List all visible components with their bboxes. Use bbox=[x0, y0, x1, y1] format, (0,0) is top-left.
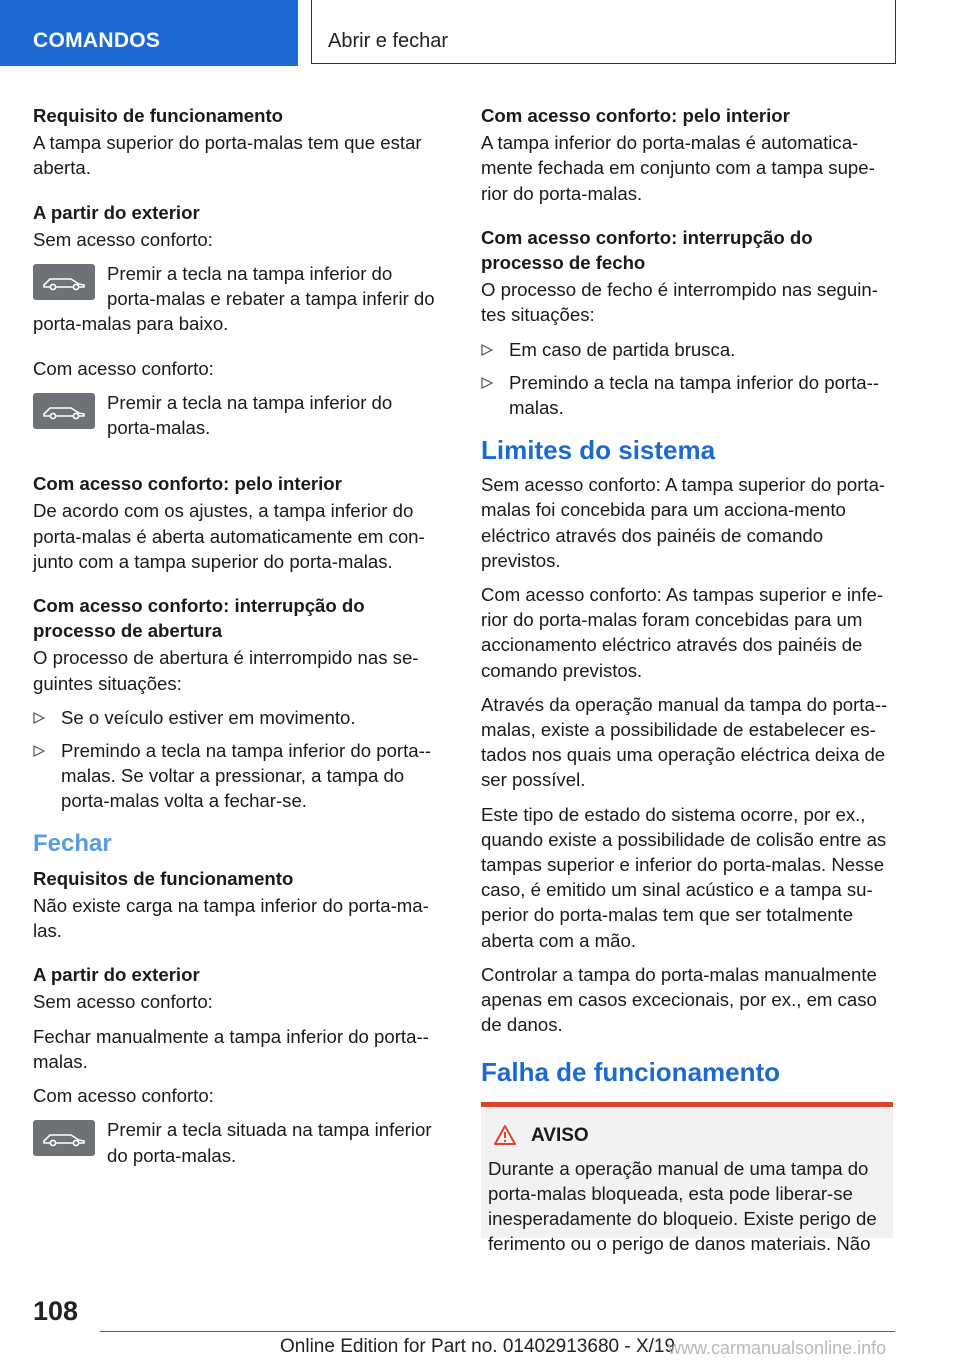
paragraph: Fechar manualmente a tampa inferior do porta--malas. bbox=[33, 1025, 429, 1072]
paragraph: Este tipo de estado do sistema ocorre, por ex., quando existe a possibilidade de colisão entre as tampas superior e inferior do porta-malas. Nesse caso, é emitido um sinal acústico e a tampa su-perior do porta-malas tem que ser totalmente aberta com a mão. bbox=[481, 803, 887, 951]
paragraph: O processo de fecho é interrompido nas seguin-tes situações: bbox=[481, 279, 878, 326]
paragraph: Com acesso conforto: bbox=[33, 357, 214, 379]
warning-label: AVISO bbox=[531, 1124, 589, 1146]
instruction-with-icon bbox=[33, 1117, 445, 1167]
bullet-list bbox=[33, 705, 445, 814]
paragraph: Através da operação manual da tampa do porta--malas, existe a possibilidade de estabelecer es-tados nos quais uma operação eléctrica deixa de ser possível. bbox=[481, 693, 888, 791]
list-item-text: Premindo a tecla na tampa inferior do porta--malas. bbox=[509, 371, 879, 419]
car-tailgate-key-icon bbox=[33, 1120, 95, 1156]
instruction-text: Premir a tecla na tampa inferior do porta-malas e rebater a tampa inferir do porta-malas para baixo. bbox=[33, 263, 435, 335]
paragraph: Com acesso conforto: bbox=[33, 1085, 214, 1107]
warning-box bbox=[481, 1102, 893, 1255]
triangle-bullet-icon bbox=[481, 344, 493, 356]
heading-exterior: A partir do exterior bbox=[33, 201, 200, 223]
list-item-text: Se o veículo estiver em movimento. bbox=[61, 706, 356, 728]
paragraph: Sem acesso conforto: bbox=[33, 228, 213, 250]
heading-exterior: A partir do exterior bbox=[33, 964, 200, 986]
list-item bbox=[481, 337, 893, 362]
heading-falha: Falha de funcionamento bbox=[481, 1056, 781, 1087]
heading-fechar: Fechar bbox=[33, 829, 112, 857]
paragraph: A tampa superior do porta-malas tem que estar aberta. bbox=[33, 132, 422, 179]
heading-interrupcao: Com acesso conforto: interrupção do processo de abertura bbox=[33, 595, 365, 642]
triangle-bullet-icon bbox=[481, 377, 493, 389]
paragraph: Sem acesso conforto: bbox=[33, 991, 213, 1013]
watermark: www.carmanualsonline.info bbox=[668, 1338, 887, 1358]
page-header bbox=[0, 0, 960, 66]
list-item-text: Premindo a tecla na tampa inferior do porta--malas. Se voltar a pressionar, a tampa do porta-malas volta a fechar-se. bbox=[61, 740, 431, 812]
heading-interrupcao: Com acesso conforto: interrupção do processo de fecho bbox=[481, 226, 813, 274]
topic-label: Abrir e fechar bbox=[311, 0, 896, 64]
list-item-text: Em caso de partida brusca. bbox=[509, 338, 736, 360]
paragraph: Controlar a tampa do porta-malas manualmente apenas em casos excecionais, por ex., em caso de danos. bbox=[481, 963, 877, 1036]
instruction-with-icon bbox=[33, 261, 445, 337]
heading-limites: Limites do sistema bbox=[481, 435, 716, 466]
paragraph: Sem acesso conforto: A tampa superior do porta-malas foi concebida para um acciona-mento eléctrico através dos painéis de comando previstos. bbox=[481, 474, 886, 571]
page-number: 108 bbox=[33, 1296, 79, 1326]
triangle-bullet-icon bbox=[33, 745, 45, 757]
footer-divider bbox=[100, 1331, 895, 1332]
list-item bbox=[33, 705, 445, 730]
heading-requisitos: Requisitos de funcionamento bbox=[33, 867, 294, 889]
paragraph: Com acesso conforto: As tampas superior e infe-rior do porta-malas foram concebidas para um accionamento eléctrico através dos painéis de comando previstos. bbox=[481, 584, 884, 681]
instruction-text: Premir a tecla situada na tampa inferior do porta-malas. bbox=[107, 1119, 432, 1166]
paragraph: A tampa inferior do porta-malas é automatica-mente fechada em conjunto com a tampa supe-rior do porta-malas. bbox=[481, 132, 875, 204]
paragraph: O processo de abertura é interrompido nas se-guintes situações: bbox=[33, 647, 419, 694]
warning-text: Durante a operação manual de uma tampa do porta-malas bloqueada, esta pode liberar-se inesperadamente do bloqueio. Existe perigo de ferimento ou o perigo de danos materiais. Não bbox=[488, 1157, 877, 1255]
car-tailgate-key-icon bbox=[33, 393, 95, 429]
heading-interior: Com acesso conforto: pelo interior bbox=[481, 105, 790, 126]
right-column bbox=[481, 103, 893, 1255]
edition-text: Online Edition for Part no. 01402913680 - X/19 bbox=[280, 1336, 676, 1357]
left-column bbox=[33, 103, 445, 1177]
heading-interior: Com acesso conforto: pelo interior bbox=[33, 473, 342, 495]
warning-title bbox=[488, 1123, 885, 1148]
warning-icon bbox=[493, 1124, 517, 1146]
triangle-bullet-icon bbox=[33, 712, 45, 724]
heading-requisito: Requisito de funcionamento bbox=[33, 105, 283, 126]
paragraph: De acordo com os ajustes, a tampa inferior do porta-malas é aberta automaticamente em con-junto com a tampa superior do porta-malas. bbox=[33, 500, 425, 572]
list-item bbox=[481, 370, 893, 420]
paragraph: Não existe carga na tampa inferior do porta-ma-las. bbox=[33, 894, 429, 942]
bullet-list bbox=[481, 337, 893, 421]
list-item bbox=[33, 738, 445, 814]
instruction-with-icon bbox=[33, 390, 445, 440]
car-tailgate-key-icon bbox=[33, 264, 95, 300]
instruction-text: Premir a tecla na tampa inferior do porta-malas. bbox=[107, 391, 393, 439]
section-label: COMANDOS bbox=[0, 0, 298, 66]
